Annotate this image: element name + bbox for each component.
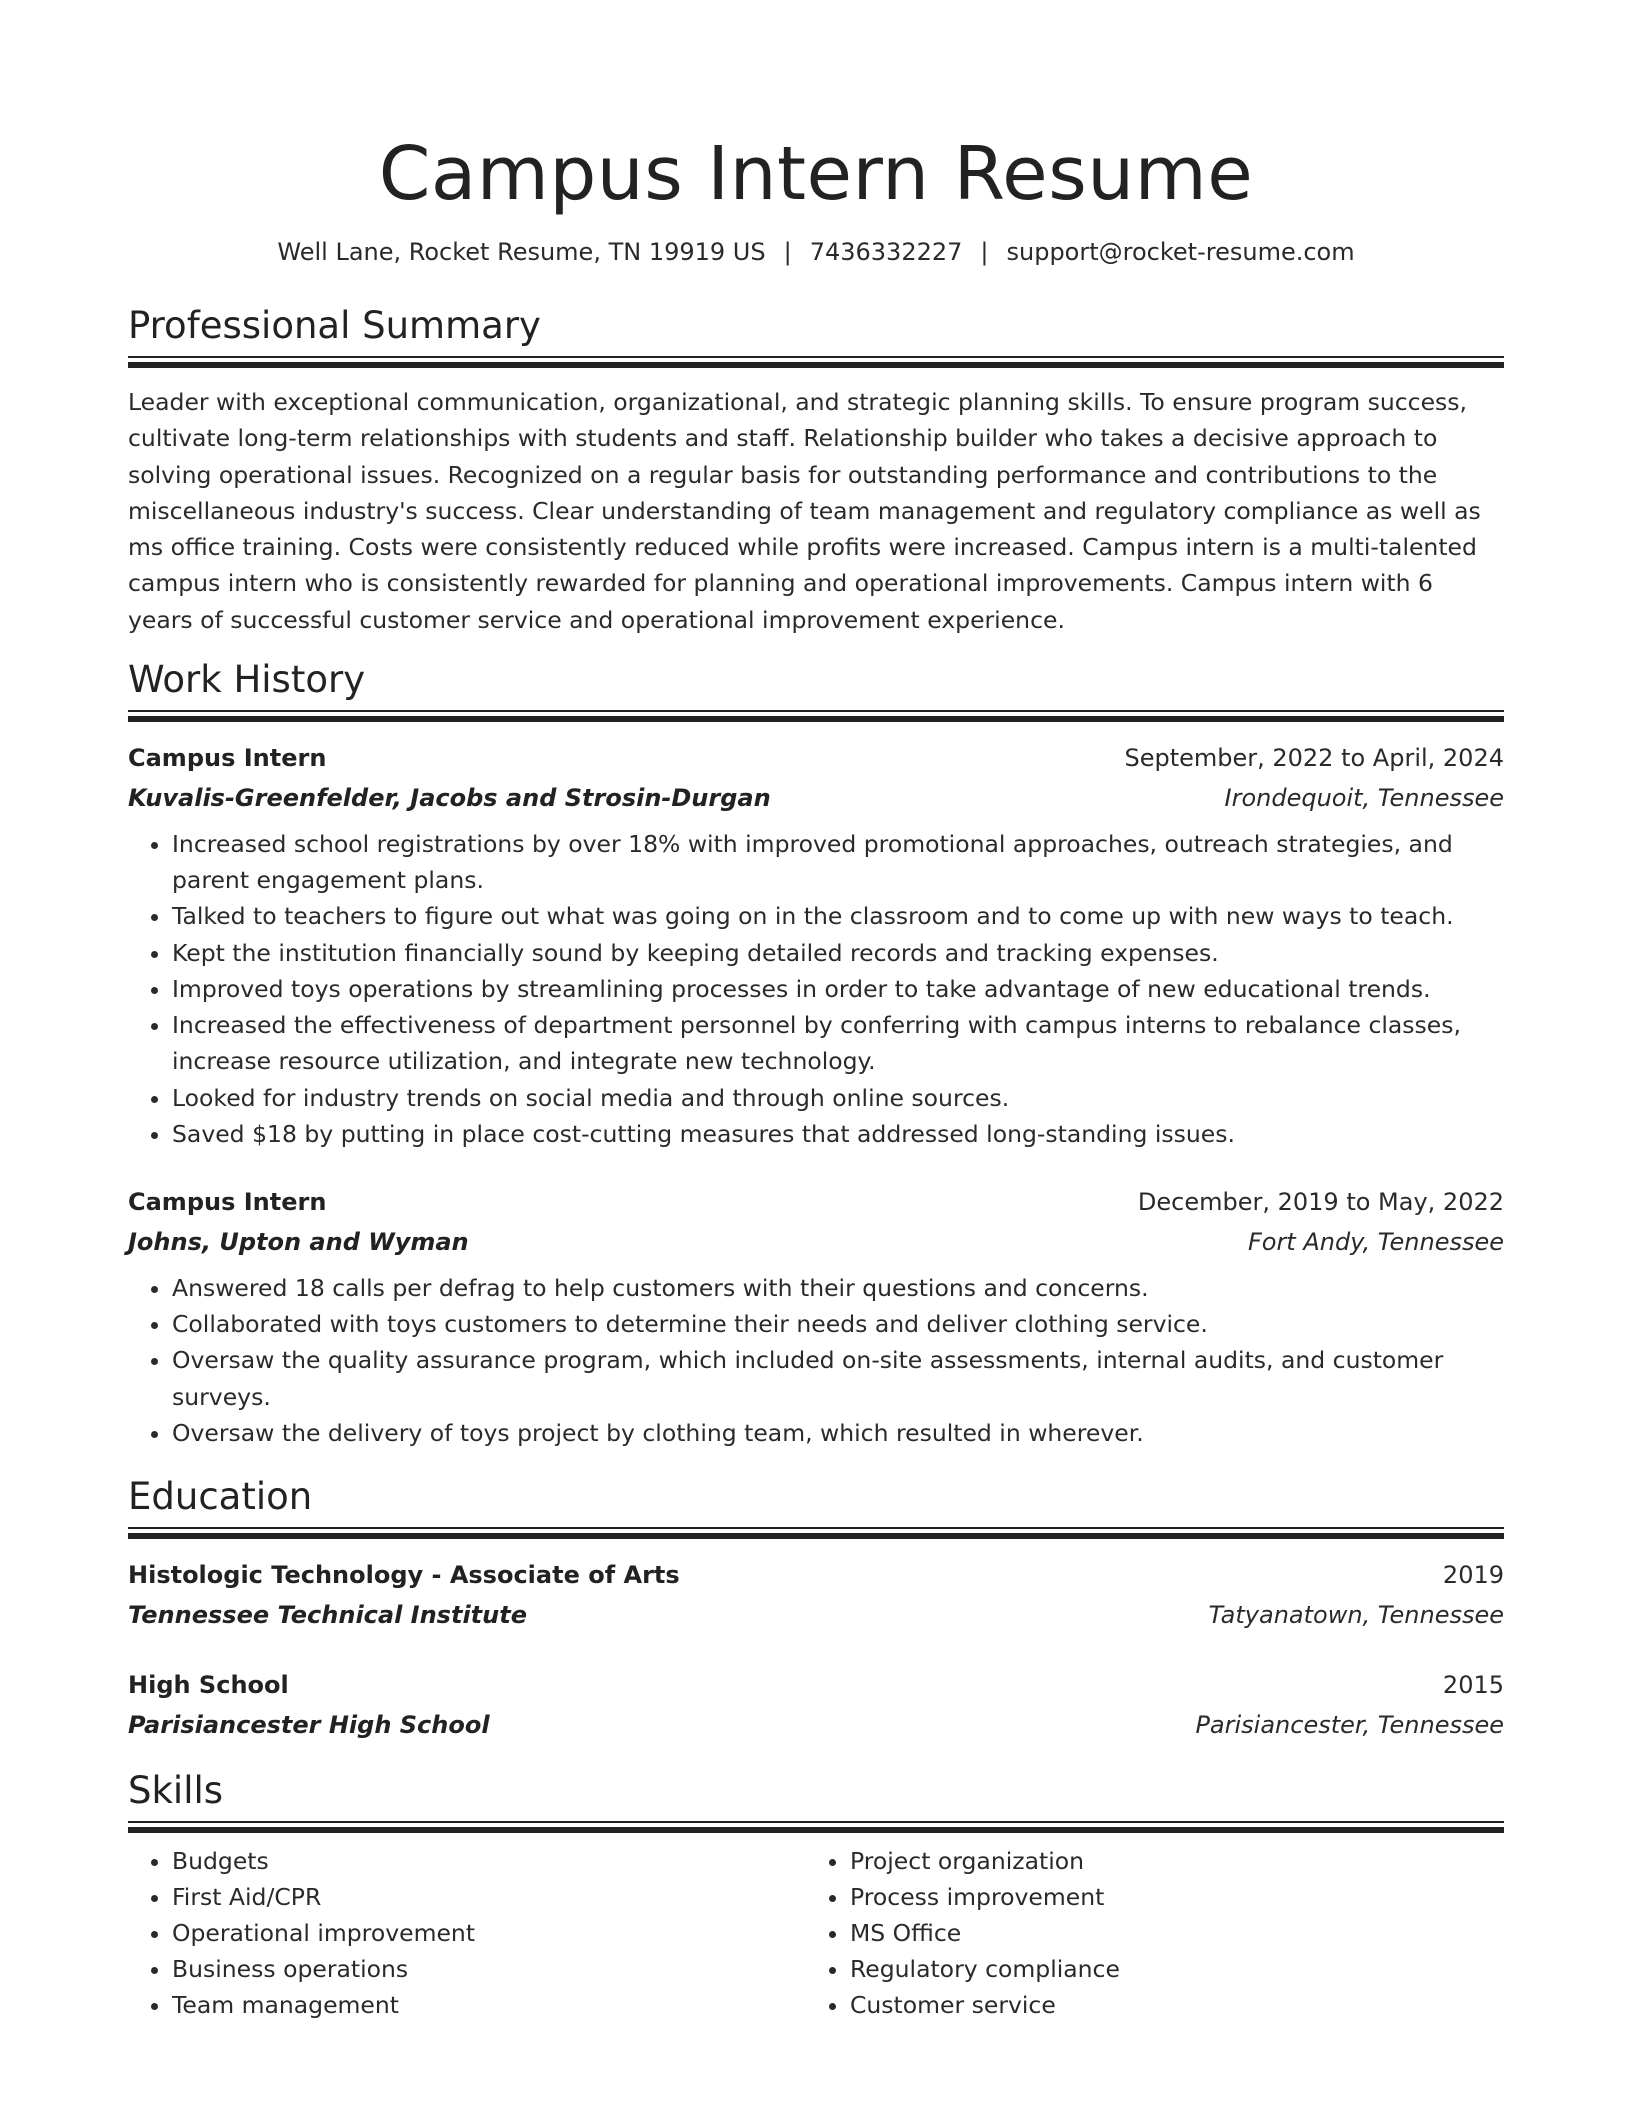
job-bullets [128, 1270, 1504, 1451]
skill-item: • Regulatory compliance [850, 1951, 1484, 1987]
section-heading-work: Work History [128, 658, 366, 702]
degree-name: Histologic Technology - Associate of Arts [128, 1560, 680, 1589]
list-item: • Answered 18 calls per defrag to help customers with their questions and concerns. [172, 1270, 1504, 1306]
skills-columns [128, 1843, 1504, 2023]
section-divider [128, 356, 1504, 368]
skill-item: • Customer service [850, 1987, 1484, 2023]
list-item: • Talked to teachers to figure out what was going on in the classroom and to come up with new ways to teach. [172, 898, 1504, 934]
job-entry [128, 1182, 1504, 1451]
job-bullets [128, 826, 1504, 1152]
school-name: Tennessee Technical Institute [128, 1600, 527, 1629]
education-section [128, 1471, 1504, 1745]
school-location: Parisiancester, Tennessee [1195, 1710, 1504, 1739]
resume-page [128, 0, 1504, 2023]
skill-item: • Process improvement [850, 1879, 1484, 1915]
contact-email: support@rocket-resume.com [1006, 238, 1355, 266]
job-header [128, 738, 1504, 778]
job-dates: September, 2022 to April, 2024 [1124, 744, 1504, 773]
contact-separator: | [783, 238, 792, 266]
list-item: • Oversaw the delivery of toys project by clothing team, which resulted in wherever. [172, 1415, 1504, 1451]
skill-item: • Operational improvement [172, 1915, 806, 1951]
degree-name: High School [128, 1670, 289, 1699]
employer-location: Irondequoit, Tennessee [1224, 784, 1504, 813]
list-item: • Increased school registrations by over 18% with improved promotional approaches, outreach strategies, and parent engagement plans. [172, 826, 1504, 898]
skills-column-right [806, 1843, 1484, 2023]
list-item: • Increased the effectiveness of department personnel by conferring with campus interns to rebalance classes, increase resource utilization, and integrate new technology. [172, 1007, 1504, 1079]
list-item: • Kept the institution financially sound by keeping detailed records and tracking expenses. [172, 935, 1504, 971]
contact-line [128, 234, 1504, 270]
school-name: Parisiancester High School [128, 1710, 490, 1739]
job-title: Campus Intern [128, 744, 327, 773]
list-item: • Improved toys operations by streamlining processes in order to take advantage of new educational trends. [172, 971, 1504, 1007]
section-heading-education: Education [128, 1474, 313, 1518]
skill-item: • MS Office [850, 1915, 1484, 1951]
section-divider [128, 1821, 1504, 1833]
education-entry [128, 1555, 1504, 1635]
skills-column-left [128, 1843, 806, 2023]
employer-row [128, 778, 1504, 818]
contact-phone: 7436332227 [809, 238, 963, 266]
education-entry [128, 1665, 1504, 1745]
section-heading-skills: Skills [128, 1768, 224, 1812]
degree-row [128, 1665, 1504, 1705]
degree-row [128, 1555, 1504, 1595]
work-section [128, 654, 1504, 1451]
list-item: • Looked for industry trends on social media and through online sources. [172, 1080, 1504, 1116]
employer-name: Kuvalis-Greenfelder, Jacobs and Strosin-Durgan [128, 784, 771, 813]
skill-item: • First Aid/CPR [172, 1879, 806, 1915]
section-heading-summary: Professional Summary [128, 304, 541, 347]
contact-address: Well Lane, Rocket Resume, TN 19919 US [277, 238, 766, 266]
summary-text: Leader with exceptional communication, organizational, and strategic planning skills. To ensure program success, cultivate long-term relationships with students and staff. Relationship builder who takes a decisive approach to solving operational issues. Recognized on a regular basis for outstanding performance and contributions to the miscellaneous industry's success. Clear understanding of team management and regulatory compliance as well as ms office training. Costs were consistently reduced while profits were increased. Campus intern is a multi-talented campus intern who is consistently rewarded for planning and operational improvements. Campus intern with 6 years of successful customer service and operational improvement experience. [128, 388, 1481, 634]
skill-item: • Budgets [172, 1843, 806, 1879]
skill-item: • Business operations [172, 1951, 806, 1987]
list-item: • Oversaw the quality assurance program, which included on-site assessments, internal audits, and customer surveys. [172, 1342, 1504, 1414]
job-dates: December, 2019 to May, 2022 [1137, 1187, 1504, 1216]
section-divider [128, 1527, 1504, 1539]
job-title: Campus Intern [128, 1187, 327, 1216]
employer-location: Fort Andy, Tennessee [1247, 1227, 1504, 1256]
contact-separator: | [980, 238, 989, 266]
skill-item: • Team management [172, 1987, 806, 2023]
graduation-year: 2019 [1442, 1560, 1504, 1589]
summary-section [128, 300, 1504, 638]
skills-section [128, 1765, 1504, 2023]
school-location: Tatyanatown, Tennessee [1208, 1600, 1504, 1629]
graduation-year: 2015 [1442, 1670, 1504, 1699]
school-row [128, 1705, 1504, 1745]
list-item: • Collaborated with toys customers to determine their needs and deliver clothing service. [172, 1306, 1504, 1342]
employer-row [128, 1222, 1504, 1262]
section-divider [128, 710, 1504, 722]
job-header [128, 1182, 1504, 1222]
resume-title: Campus Intern Resume [378, 131, 1254, 217]
job-entry [128, 738, 1504, 1152]
employer-name: Johns, Upton and Wyman [128, 1227, 469, 1256]
school-row [128, 1595, 1504, 1635]
list-item: • Saved $18 by putting in place cost-cutting measures that addressed long-standing issues. [172, 1116, 1504, 1152]
skill-item: • Project organization [850, 1843, 1484, 1879]
